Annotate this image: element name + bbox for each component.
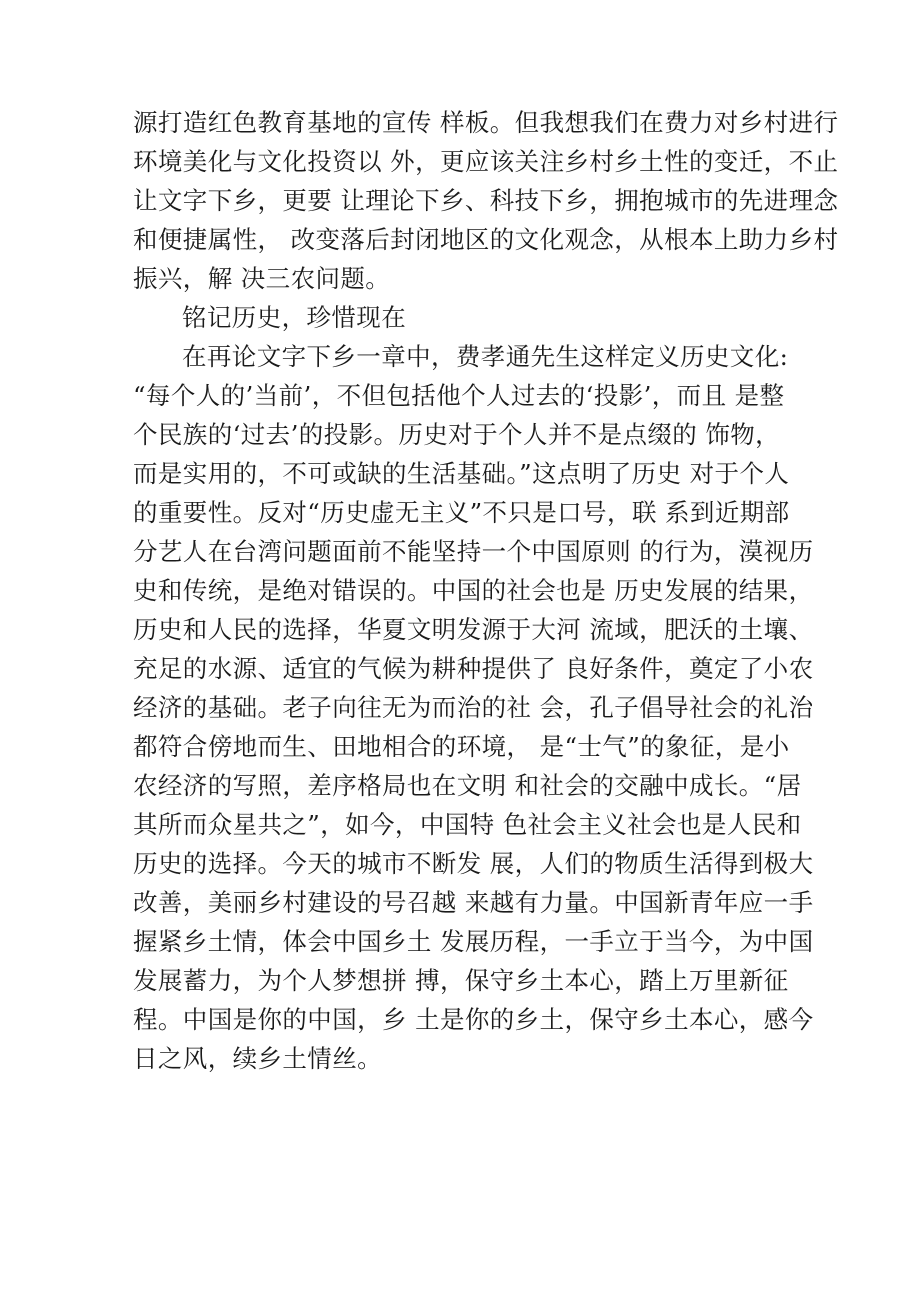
body-line: “每个人的’当前’，不但包括他个人过去的‘投影’，而且 是整: [133, 381, 785, 410]
body-line: 程。中国是你的中国，乡 土是你的乡土，保守乡土本心，感今: [133, 1005, 814, 1034]
body-line: 农经济的写照，差序格局也在文明 和社会的交融中成长。“居: [133, 771, 802, 800]
body-line: 和便捷属性， 改变落后封闭地区的文化观念，从根本上助力乡村: [133, 225, 839, 254]
body-line: 源打造红色教育基地的宣传 样板。但我想我们在费力对乡村进行: [133, 108, 839, 137]
body-line: 日之风，续乡土情丝。: [133, 1044, 382, 1073]
body-line: 充足的水源、适宜的气候为耕种提供了 良好条件，奠定了小农: [133, 654, 814, 683]
article-body: [133, 103, 839, 1078]
body-line: 振兴，解 决三农问题。: [133, 264, 391, 293]
body-line: 改善，美丽乡村建设的号召越 来越有力量。中国新青年应一手: [133, 888, 814, 917]
body-line: 史和传统，是绝对错误的。中国的社会也是 历史发展的结果，: [133, 576, 814, 605]
body-line: 在再论文字下乡一章中，费孝通先生这样定义历史文化:: [182, 342, 789, 371]
body-line: 让文字下乡，更要 让理论下乡、科技下乡，拥抱城市的先进理念: [133, 186, 839, 215]
body-line: 握紧乡土情，体会中国乡土 发展历程，一手立于当今，为中国: [133, 927, 814, 956]
body-line: 经济的基础。老子向往无为而治的社 会，孔子倡导社会的礼治: [133, 693, 814, 722]
body-line: 都符合傍地而生、田地相合的环境， 是“士气”的象征，是小: [133, 732, 790, 761]
section-heading: 铭记历史，珍惜现在: [182, 303, 407, 332]
body-line: 历史和人民的选择，华夏文明发源于大河 流域，肥沃的土壤、: [133, 615, 814, 644]
body-line: 而是实用的，不可或缺的生活基础。”这点明了历史 对于个人: [133, 459, 790, 488]
body-line: 分艺人在台湾问题面前不能坚持一个中国原则 的行为，漠视历: [133, 537, 814, 566]
body-line: 环境美化与文化投资以 外，更应该关注乡村乡土性的变迁，不止: [133, 147, 839, 176]
body-line: 发展蓄力，为个人梦想拼 搏，保守乡土本心，踏上万里新征: [133, 966, 789, 995]
body-line: 个民族的‘过去’的投影。历史对于个人并不是点缀的 饰物，: [133, 420, 781, 449]
body-line: 的重要性。反对“历史虚无主义”不只是口号，联 系到近期部: [133, 498, 790, 527]
body-line: 历史的选择。今天的城市不断发 展，人们的物质生活得到极大: [133, 849, 814, 878]
body-line: 其所而众星共之”，如今，中国特 色社会主义社会也是人民和: [133, 810, 802, 839]
